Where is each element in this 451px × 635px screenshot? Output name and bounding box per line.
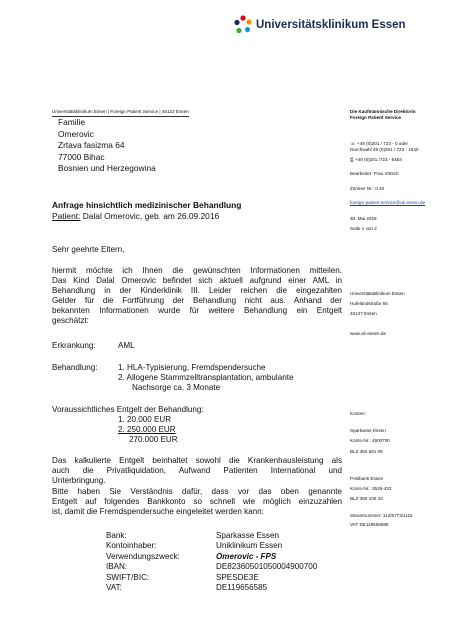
recipient-line: Familie: [58, 117, 85, 127]
sidebar-address-3: 45147 Essen: [350, 311, 377, 316]
intro-paragraph: [52, 266, 343, 327]
patient-value: Dalal Omerovic, geb. am 26.09.2016: [82, 211, 220, 221]
bank-details: [106, 531, 317, 593]
fax-icon: ⎙: [350, 157, 354, 162]
paragraph-line: Entgelt auf folgendes Bankkonto so schnell wie möglich einzuzahlen: [52, 497, 342, 507]
patient-label: Patient:: [52, 211, 81, 221]
recipient-line: Omerovic: [58, 128, 94, 139]
costs-heading: Voraussichtliches Entgelt der Behandlung:: [52, 405, 204, 414]
sidebar-address-1: Universitätsklinikum Essen: [350, 291, 405, 296]
intro-line: Behandlung in der Kinderklinik III. Leider reichen die eingezahlten: [52, 286, 342, 296]
recipient-line: 77000 Bihac: [58, 151, 105, 162]
sidebar-website-link[interactable]: www.uk-essen.de: [350, 331, 387, 336]
paragraph-line: Unterbringung.: [52, 476, 106, 486]
intro-line: Gelder für die Fortführung der Behandlung nicht aus. Anhand der: [52, 296, 342, 306]
sidebar-date: 30. Mai 2018: [350, 216, 377, 221]
sidebar-bank2-account: Konto-Nr.: 3526-432: [350, 486, 392, 491]
phone-icon: ☏: [350, 141, 356, 146]
bank-row-value: DE82360501050004900700: [216, 562, 318, 572]
sidebar-fax-text: +49 (0)201 /723 - 5454: [354, 157, 402, 162]
paragraph-line: Das kalkulierte Entgelt beinhaltet sowohl die Krankenhausleistung als: [52, 456, 342, 465]
bank-row: [106, 552, 317, 562]
intro-line: Das Kind Dalal Omerovic befindet sich aktuell aufgrund einer AML in: [52, 276, 342, 286]
sidebar-email-link[interactable]: foreign-patient-service@uk-essen.de: [350, 200, 426, 205]
greeting: Sehr geehrte Eltern,: [52, 245, 125, 254]
diagnosis-value: AML: [118, 341, 135, 350]
sidebar-room: Zimmer Nr.: 0.40: [350, 186, 385, 191]
bank-row-label: VAT:: [106, 583, 122, 593]
recipient-address: [58, 117, 156, 175]
clinic-logo: [233, 14, 443, 36]
sidebar-accounts-heading: Konten:: [350, 411, 366, 416]
sidebar-org-line-2: Foreign Patient Service: [350, 115, 402, 120]
bank-row: [106, 583, 317, 593]
treatment-item-continued: Nachsorge ca. 3 Monate: [132, 383, 221, 392]
clinic-logo-name: Universitätsklinikum Essen: [256, 19, 406, 31]
sidebar-contact: Bearbeiter: Frau Vötsch: [350, 171, 399, 176]
bank-row-value: Uniklinikum Essen: [216, 541, 283, 551]
costs-explanation-paragraph: [52, 456, 343, 486]
sidebar-phone-text: +49 (0)201 / 723 - 0 oder: [357, 141, 408, 146]
recipient-line: Bosnien und Herzegowina: [58, 163, 156, 174]
cost-line-1: 1. 20.000 EUR: [118, 415, 172, 424]
bank-row-value: Omerovic - FPS: [216, 551, 277, 561]
sidebar-bank1-blz: BLZ 360 501 05: [350, 449, 383, 454]
intro-line: geschätzt:: [52, 316, 89, 326]
recipient-line: Zrtava fasizma 64: [58, 140, 125, 151]
bank-row: [106, 562, 317, 572]
subject-title: Anfrage hinsichtlich medizinischer Behandlung: [52, 200, 242, 210]
treatment-label: Behandlung:: [52, 363, 98, 372]
bank-row: [106, 541, 317, 551]
paragraph-line: auch die Privatliquidation, Aufwand Patienten International und: [52, 466, 342, 476]
treatment-item: 2. Allogene Stammzelltransplantation, ambulante: [118, 373, 294, 382]
bank-row-label: SWIFT/BIC:: [106, 572, 150, 582]
sidebar-bank2-blz: BLZ 360 100 43: [350, 496, 383, 501]
intro-line: bekannten Informationen wurde für weitere Behandlung ein Entgelt: [52, 306, 342, 316]
sidebar-page-number: Seite 1 von 2: [350, 226, 377, 231]
bank-row-value: DE119656585: [216, 583, 268, 593]
sidebar-address-2: Hufelandstraße 55: [350, 301, 388, 306]
bank-row-label: IBAN:: [106, 562, 128, 572]
bank-row-label: Bank:: [106, 531, 127, 540]
cost-total: 270.000 EUR: [129, 435, 178, 444]
bank-row-label: Verwendungszweck:: [106, 551, 180, 561]
patient-line: [52, 211, 241, 222]
sidebar-bank2-name: Postbank Essen: [350, 476, 384, 481]
clinic-logo-icon: [233, 15, 253, 35]
bank-row-value: Sparkasse Essen: [216, 531, 279, 540]
diagnosis-label: Erkrankung:: [52, 341, 96, 350]
subject-block: [52, 200, 241, 222]
sidebar-vat: VAT DE119656585: [350, 522, 389, 527]
sender-line: Universitätsklinikum Essen | Foreign Patient Service | 45122 Essen: [52, 109, 189, 117]
paragraph-line: Bitte haben Sie Verständnis dafür, dass vor das oben genannte: [52, 487, 342, 496]
bank-row-value: SPESDE3E: [216, 572, 259, 582]
bank-row: [106, 573, 317, 583]
bank-row: [106, 531, 317, 541]
sidebar-phone-direct: Durchwahl 49 (0)201 / 723 - 1640: [350, 147, 419, 152]
sidebar-org-line-1: Die Kaufmännische Direktorin: [350, 109, 416, 114]
sidebar-fax: [350, 157, 402, 163]
cost-line-2: 2. 250.000 EUR: [118, 425, 176, 434]
paragraph-line: ist, damit die Fremdspendersuche eingeleitet werden kann:: [52, 507, 264, 517]
sidebar-bank1-account: Konto-Nr.: 4900700: [350, 438, 390, 443]
payment-request-paragraph: [52, 487, 343, 517]
bank-row-label: Kontoinhaber:: [106, 541, 157, 551]
sidebar-bank1-name: Sparkasse Essen: [350, 428, 386, 433]
treatment-item: 1. HLA-Typisierung, Fremdspendersuche: [118, 363, 266, 372]
intro-line: hiermit möchte ich Ihnen die gewünschten Informationen mitteilen.: [52, 266, 342, 275]
sidebar-tax-number: Steuernummer: 112/5773/1115: [350, 513, 413, 518]
